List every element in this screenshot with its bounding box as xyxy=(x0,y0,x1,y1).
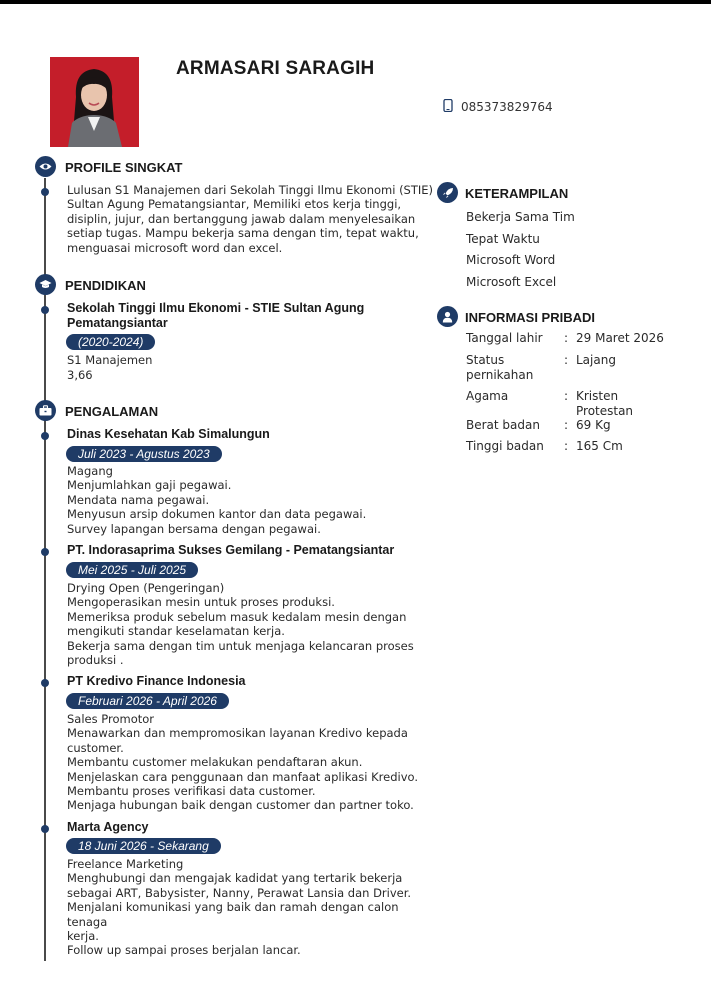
job-line: Drying Open (Pengeringan) xyxy=(67,581,225,595)
section-title-skills: KETERAMPILAN xyxy=(465,186,569,201)
job-period: 18 Juni 2026 - Sekarang xyxy=(66,838,221,854)
timeline-line xyxy=(44,178,46,961)
education-gpa: 3,66 xyxy=(67,368,93,382)
phone-number: 085373829764 xyxy=(461,100,553,114)
job-line: Freelance Marketing xyxy=(67,857,184,871)
job-details xyxy=(67,712,437,813)
job-line: Menjumlahkan gaji pegawai. xyxy=(67,478,232,493)
job-line: Menjaga hubungan baik dengan customer dan partner toko. xyxy=(67,798,414,813)
skill-item: Bekerja Sama Tim xyxy=(466,210,575,224)
timeline-dot xyxy=(41,188,49,196)
info-value: Kristen Protestan xyxy=(576,389,634,418)
section-title-personal: INFORMASI PRIBADI xyxy=(465,310,595,325)
job-line: Sales Promotor xyxy=(67,712,155,726)
job-line: Memeriksa produk sebelum masuk kedalam mesin dengan xyxy=(67,609,407,624)
info-separator: : xyxy=(564,439,569,453)
job-line: Menawarkan dan mempromosikan layanan Kredivo kepada xyxy=(67,726,408,741)
profile-photo xyxy=(50,57,139,147)
job-line: Membantu proses verifikasi data customer. xyxy=(67,784,316,799)
profile-text xyxy=(67,183,437,255)
info-value: 29 Maret 2026 xyxy=(576,331,664,345)
candidate-name: ARMASARI SARAGIH xyxy=(176,58,375,79)
profile-line: disiplin, jujur, dan bertanggung jawab dalam menyelesaikan xyxy=(67,211,416,226)
job-line: Bekerja sama dengan tim untuk menjaga kelancaran proses xyxy=(67,638,414,653)
job-company: PT Kredivo Finance Indonesia xyxy=(67,674,246,688)
job-line: mengikuti standar keselamatan kerja. xyxy=(67,624,285,639)
school-line: Sekolah Tinggi Ilmu Ekonomi - STIE Sultan Agung xyxy=(67,301,365,315)
job-details xyxy=(67,581,437,667)
info-label: Berat badan xyxy=(466,418,540,432)
section-title-profile: PROFILE SINGKAT xyxy=(65,160,183,175)
section-title-experience: PENGALAMAN xyxy=(65,404,159,419)
job-company: PT. Indorasaprima Sukses Gemilang - Pematangsiantar xyxy=(67,543,395,557)
info-label: Agama xyxy=(466,389,509,403)
job-period: Februari 2026 - April 2026 xyxy=(66,693,229,709)
job-details xyxy=(67,857,437,958)
job-line: Magang xyxy=(67,464,113,478)
skill-item: Microsoft Word xyxy=(466,253,556,267)
job-line: customer. xyxy=(67,740,124,755)
job-line: Menjalani komunikasi yang baik dan ramah dengan calon tenaga xyxy=(67,900,399,929)
school-line: Pematangsiantar xyxy=(67,316,168,330)
profile-line: setiap tugas. Mampu bekerja sama dengan tim, tepat waktu, xyxy=(67,226,419,241)
info-separator: : xyxy=(564,331,569,345)
profile-line: Lulusan S1 Manajemen dari Sekolah Tinggi Ilmu Ekonomi (STIE) xyxy=(67,183,434,197)
job-line: Mengoperasikan mesin untuk proses produksi. xyxy=(67,595,335,610)
user-icon xyxy=(437,306,458,327)
info-label: Tanggal lahir xyxy=(466,331,543,345)
job-line: kerja. xyxy=(67,929,99,944)
job-period: Juli 2023 - Agustus 2023 xyxy=(66,446,222,462)
skill-item: Microsoft Excel xyxy=(466,275,557,289)
briefcase-icon xyxy=(35,400,56,421)
education-school xyxy=(67,301,364,331)
section-title-education: PENDIDIKAN xyxy=(65,278,146,293)
profile-line: Sultan Agung Pematangsiantar, Memiliki etos kerja tinggi, xyxy=(67,197,402,212)
info-label: Status pernikahan xyxy=(466,353,534,382)
info-value: 69 Kg xyxy=(576,418,611,432)
timeline-dot xyxy=(41,825,49,833)
phone-icon xyxy=(443,99,453,115)
info-separator: : xyxy=(564,389,569,403)
info-separator: : xyxy=(564,353,569,367)
info-value: 165 Cm xyxy=(576,439,623,453)
job-line: Survey lapangan bersama dengan pegawai. xyxy=(67,521,321,536)
top-border xyxy=(0,0,711,4)
job-company: Marta Agency xyxy=(67,820,149,834)
job-line: Follow up sampai proses berjalan lancar. xyxy=(67,943,301,958)
job-details xyxy=(67,464,437,536)
info-value: Lajang xyxy=(576,353,616,367)
job-line: sebagai ART, Babysister, Nanny, Perawat Lansia dan Driver. xyxy=(67,885,412,900)
skill-item: Tepat Waktu xyxy=(466,232,540,246)
job-line: Menghubungi dan mengajak kadidat yang tertarik bekerja xyxy=(67,871,403,886)
graduation-cap-icon xyxy=(35,274,56,295)
job-line: produksi . xyxy=(67,653,124,668)
job-company: Dinas Kesehatan Kab Simalungun xyxy=(67,427,270,441)
job-line: Mendata nama pegawai. xyxy=(67,492,210,507)
info-label: Tinggi badan xyxy=(466,439,544,453)
info-separator: : xyxy=(564,418,569,432)
job-line: Menyusun arsip dokumen kantor dan data pegawai. xyxy=(67,507,367,522)
education-degree: S1 Manajemen xyxy=(67,353,153,367)
phone-contact xyxy=(443,99,553,115)
timeline-dot xyxy=(41,679,49,687)
job-period: Mei 2025 - Juli 2025 xyxy=(66,562,198,578)
eye-icon xyxy=(35,156,56,177)
timeline-dot xyxy=(41,548,49,556)
timeline-dot xyxy=(41,432,49,440)
rocket-icon xyxy=(437,182,458,203)
timeline-dot xyxy=(41,306,49,314)
job-line: Membantu customer melakukan pendaftaran akun. xyxy=(67,755,363,770)
job-line: Menjelaskan cara penggunaan dan manfaat aplikasi Kredivo. xyxy=(67,769,419,784)
education-period: (2020-2024) xyxy=(66,334,155,350)
profile-line: menguasai microsoft word dan excel. xyxy=(67,240,283,255)
